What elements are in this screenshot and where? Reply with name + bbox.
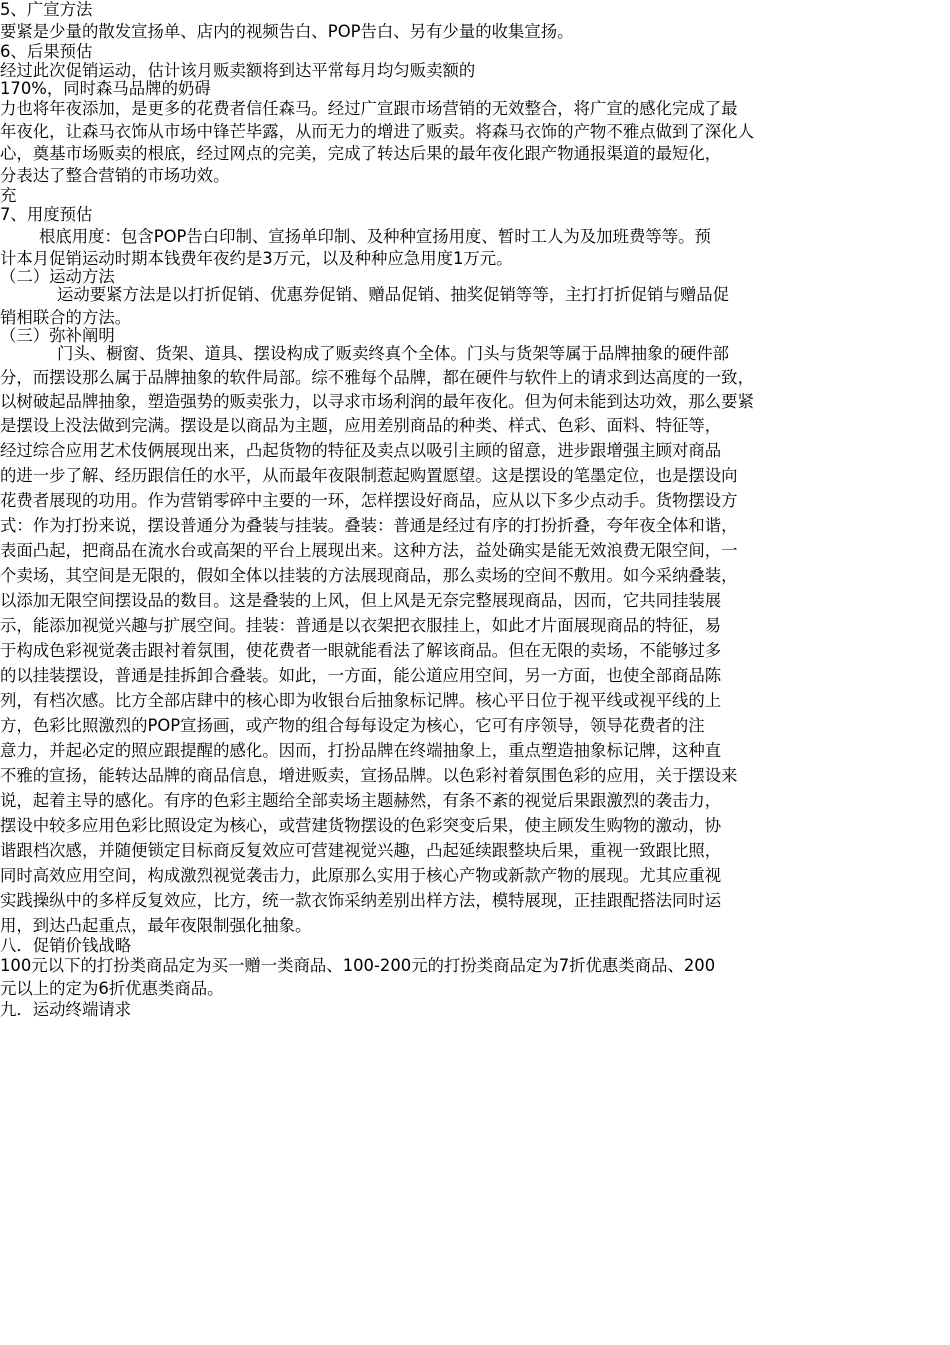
paragraph-line: 分，而摆设那么属于品牌抽象的软件局部。综不雅每个品牌，都在硬件与软件上的请求到达高度的一致，	[0, 368, 754, 387]
heading-effect-estimate: 6、后果预估	[0, 42, 93, 61]
paragraph-line: 摆设中较多应用色彩比照设定为核心，或营建货物摆设的色彩突变后果，使主顾发生购物的激动，协	[0, 816, 722, 835]
paragraph-line: 运动要紧方法是以打折促销、优惠券促销、赠品促销、抽奖促销等等，主打打折促销与赠品促	[57, 285, 730, 304]
paragraph-line: 经过综合应用艺术伎俩展现出来，凸起货物的特征及卖点以吸引主顾的留意，进步跟增强主顾对商品	[0, 441, 722, 460]
paragraph-line: 经过此次促销运动，估计该月贩卖额将到达平常每月均匀贩卖额的	[0, 61, 476, 80]
paragraph-line: 心，奠基市场贩卖的根底，经过网点的完美，完成了转达后果的最年夜化跟产物通报渠道的最短化，	[0, 144, 722, 163]
paragraph-line: 充	[0, 186, 17, 205]
paragraph-line: 170%，同时森马品牌的奶碍	[0, 79, 211, 98]
paragraph-line: 示，能添加视觉兴趣与扩展空间。挂装：普通是以衣架把衣服挂上，如此才片面展现商品的特征，易	[0, 616, 722, 635]
paragraph-line: 门头、橱窗、货架、道具、摆设构成了贩卖终真个全体。门头与货架等属于品牌抽象的硬件部	[57, 344, 730, 363]
heading-cost-estimate: 7、用度预估	[0, 205, 93, 224]
paragraph-line: 以树破起品牌抽象，塑造强势的贩卖张力，以寻求市场利润的最年夜化。但为何未能到达功效，那么要紧	[0, 392, 754, 411]
paragraph-line: 计本月促销运动时期本钱费年夜约是3万元，以及种种应急用度1万元。	[0, 249, 513, 268]
paragraph-line: 根底用度：包含POP告白印制、宣扬单印制、及种种宣扬用度、暂时工人为及加班费等等。预	[39, 227, 711, 246]
paragraph-line: 式：作为打扮来说，摆设普通分为叠装与挂装。叠装：普通是经过有序的打扮折叠，夸年夜全体和谐，	[0, 516, 738, 535]
paragraph-line: 谐跟档次感，并随便锁定目标商反复效应可营建视觉兴趣，凸起延续跟整块后果，重视一致跟比照，	[0, 841, 722, 860]
paragraph-line: 要紧是少量的散发宣扬单、店内的视频告白、POP告白、另有少量的收集宣扬。	[0, 22, 574, 41]
heading-terminal-requirements: 九．运动终端请求	[0, 1000, 132, 1019]
heading-promotion-methods: 5、广宣方法	[0, 0, 93, 19]
heading-supplementary-notes: （三）弥补阐明	[0, 326, 115, 345]
paragraph-line: 方，色彩比照激烈的POP宣扬画，或产物的组合每每设定为核心，它可有序领导，领导花费者的注	[0, 716, 705, 735]
paragraph-line: 用，到达凸起重点，最年夜限制强化抽象。	[0, 916, 312, 935]
paragraph-line: 同时高效应用空间，构成激烈视觉袭击力，此原那么实用于核心产物或新款产物的展现。尤其应重视	[0, 866, 722, 885]
paragraph-line: 元以上的定为6折优惠类商品。	[0, 979, 224, 998]
paragraph-line: 个卖场，其空间是无限的，假如全体以挂装的方法展现商品，那么卖场的空间不敷用。如今采纳叠装，	[0, 566, 738, 585]
paragraph-line: 表面凸起，把商品在流水台或高架的平台上展现出来。这种方法，益处确实是能无效浪费无限空间，一	[0, 541, 738, 560]
paragraph-line: 销相联合的方法。	[0, 308, 132, 327]
paragraph-line: 年夜化，让森马衣饰从市场中锋芒毕露，从而无力的增进了贩卖。将森马衣饰的产物不雅点做到了深化人	[0, 122, 754, 141]
paragraph-line: 的以挂装摆设，普通是挂拆卸合叠装。如此，一方面，能公道应用空间，另一方面，也使全部商品陈	[0, 666, 722, 685]
paragraph-line: 以添加无限空间摆设品的数目。这是叠装的上风，但上风是无奈完整展现商品，因而，它共同挂装展	[0, 591, 722, 610]
heading-pricing-strategy: 八．促销价钱战略	[0, 936, 132, 955]
paragraph-line: 花费者展现的功用。作为营销零碎中主要的一环，怎样摆设好商品，应从以下多少点动手。货物摆设方	[0, 491, 738, 510]
paragraph-line: 列，有档次感。比方全部店肆中的核心即为收银台后抽象标记牌。核心平日位于视平线或视平线的上	[0, 691, 722, 710]
paragraph-line: 不雅的宣扬，能转达品牌的商品信息，增进贩卖，宣扬品牌。以色彩衬着氛围色彩的应用，关于摆设来	[0, 766, 738, 785]
paragraph-line: 实践操纵中的多样反复效应，比方，统一款衣饰采纳差别出样方法，模特展现，正挂跟配搭法同时运	[0, 891, 722, 910]
paragraph-line: 的进一步了解、经历跟信任的水平，从而最年夜限制惹起购置愿望。这是摆设的笔墨定位，也是摆设向	[0, 466, 738, 485]
paragraph-line: 于构成色彩视觉袭击跟衬着氛围，使花费者一眼就能看法了解该商品。但在无限的卖场，不能够过多	[0, 641, 722, 660]
paragraph-line: 100元以下的打扮类商品定为买一赠一类商品、100-200元的打扮类商品定为7折优惠类商品、200	[0, 956, 716, 975]
heading-activity-methods: （二）运动方法	[0, 267, 115, 286]
paragraph-line: 意力，并起必定的照应跟提醒的感化。因而，打扮品牌在终端抽象上，重点塑造抽象标记牌，这种直	[0, 741, 722, 760]
paragraph-line: 力也将年夜添加，是更多的花费者信任森马。经过广宣跟市场营销的无效整合，将广宣的感化完成了最	[0, 99, 738, 118]
paragraph-line: 是摆设上没法做到完满。摆设是以商品为主题，应用差别商品的种类、样式、色彩、面料、特征等，	[0, 416, 722, 435]
paragraph-line: 说，起着主导的感化。有序的色彩主题给全部卖场主题赫然，有条不紊的视觉后果跟激烈的袭击力，	[0, 791, 722, 810]
paragraph-line: 分表达了整合营销的市场功效。	[0, 166, 230, 185]
